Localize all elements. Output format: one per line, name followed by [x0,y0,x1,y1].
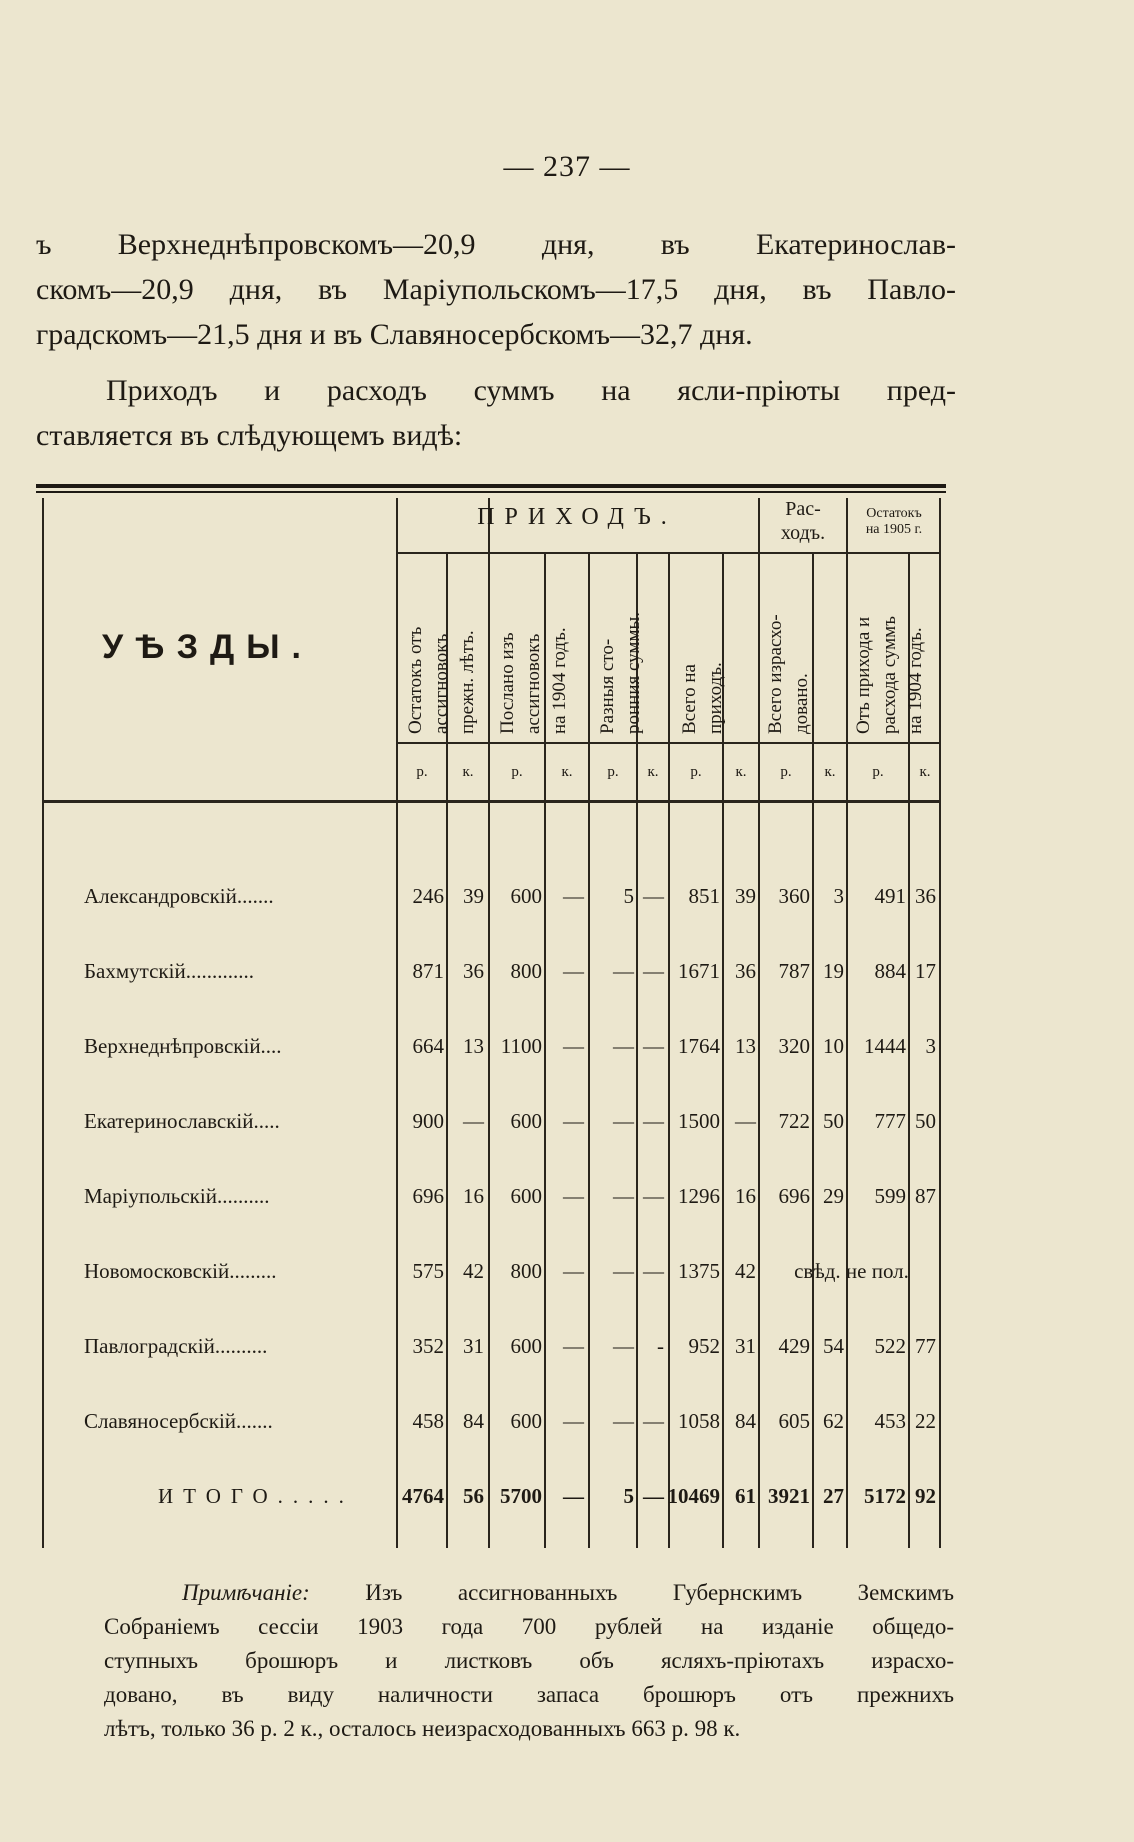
paragraph-1-line: градскомъ—21,5 дня и въ Славяносербскомъ—32,7 дня. [36,318,753,351]
cell-raznye-rub: — [613,1334,634,1358]
group-ostatok-header-2: на 1905 г. [865,522,923,537]
cell-ostatok-1905-kop: 22 [915,1409,936,1433]
cell-vsego-prihod-rub: 1671 [678,959,720,983]
cell-poslano-rub: 5700 [500,1484,542,1508]
header-rule [396,552,941,554]
table-row [36,1259,946,1299]
cell-rashod-kop: 27 [823,1484,844,1508]
cell-raznye-rub: — [613,959,634,983]
cell-vsego-prihod-rub: 1375 [678,1259,720,1283]
cell-poslano-kop: — [563,884,584,908]
cell-ostatok-kop: 42 [463,1259,484,1283]
col-divider [396,498,398,1548]
col-header-line: ассигновокъ [431,633,452,734]
cell-poslano-rub: 600 [510,1334,542,1358]
cell-ostatok-1905-kop: 36 [915,884,936,908]
col-header-line: Всего израсхо- [765,614,786,734]
cell-raznye-kop: — [643,1409,664,1433]
district-name: Маріупольскій.......... [84,1184,270,1208]
cell-raznye-kop: - [657,1334,664,1358]
paragraph-2-line: ставляется въ слѣдующемъ видѣ: [36,419,463,452]
cell-ostatok-kop: 84 [463,1409,484,1433]
col-header-line: прежн. лѣтъ. [457,630,478,734]
header-rule [396,742,941,744]
cell-poslano-kop: — [563,1484,584,1508]
col-header-line: Разныя сто- [597,638,618,734]
paragraph-1-line: ъ Верхнеднѣпровскомъ—20,9 дня, въ Екатеринослав- [36,228,956,261]
cell-ostatok-1905-rub: 522 [874,1334,906,1358]
cell-rashod-kop: 29 [823,1184,844,1208]
cell-raznye-kop: — [643,1484,664,1508]
cell-raznye-rub: — [613,1409,634,1433]
cell-vsego-prihod-kop: 61 [735,1484,756,1508]
cell-ostatok-1905-rub: 777 [874,1109,906,1133]
cell-vsego-prihod-kop: 31 [735,1334,756,1358]
cell-raznye-rub: — [613,1184,634,1208]
cell-raznye-kop: — [643,884,664,908]
cell-ostatok-kop: 36 [463,959,484,983]
unit-rub: р. [780,764,792,780]
cell-ostatok-1905-kop: 92 [915,1484,936,1508]
cell-ostatok-rub: 871 [412,959,444,983]
cell-rashod-kop: 54 [823,1334,844,1358]
cell-ostatok-1905-rub: 453 [874,1409,906,1433]
cell-rashod-rub: 696 [778,1184,810,1208]
merged-note-cell: свѣд. не пол. [794,1259,909,1283]
unit-kop: к. [561,764,573,780]
cell-ostatok-1905-rub: 884 [874,959,906,983]
col-header-line: на 1904 годъ. [549,627,570,734]
cell-ostatok-1905-kop: 17 [915,959,936,983]
district-name: Бахмутскій............. [84,959,254,983]
cell-poslano-kop: — [563,1109,584,1133]
cell-ostatok-kop: 39 [463,884,484,908]
group-ostatok-header-1: Остатокъ [866,506,922,521]
group-rashod-header-2: ходъ. [780,522,826,544]
table-row [36,1109,946,1149]
col-header-line: приходъ. [705,662,726,734]
district-name: Александровскій....... [84,884,274,908]
unit-rub: р. [416,764,428,780]
cell-poslano-kop: — [563,959,584,983]
cell-ostatok-1905-kop: 87 [915,1184,936,1208]
table-row [36,884,946,924]
cell-raznye-rub: — [613,1259,634,1283]
cell-ostatok-rub: 246 [412,884,444,908]
footnote [104,1576,954,1746]
paragraph-1-line: скомъ—20,9 дня, въ Маріупольскомъ—17,5 дня, въ Павло- [36,273,956,306]
district-name: Екатеринославскій..... [84,1109,280,1133]
cell-rashod-kop: 10 [823,1034,844,1058]
cell-vsego-prihod-rub: 1296 [678,1184,720,1208]
district-name: Новомосковскій......... [84,1259,277,1283]
col-header-line: Послано изъ [497,632,518,734]
cell-raznye-rub: 5 [623,1484,634,1508]
unit-kop: к. [824,764,836,780]
paragraph-2-line: Приходъ и расходъ суммъ на ясли-пріюты пред- [106,374,956,407]
cell-poslano-rub: 800 [510,959,542,983]
cell-poslano-kop: — [563,1034,584,1058]
footnote-label: Примѣчаніе: [182,1580,310,1605]
cell-ostatok-kop: 13 [463,1034,484,1058]
cell-raznye-kop: — [643,1184,664,1208]
district-name: Славяносербскій....... [84,1409,273,1433]
cell-rashod-kop: 62 [823,1409,844,1433]
col-divider [846,498,848,1548]
header-bottom-rule [44,800,941,803]
cell-vsego-prihod-kop: — [735,1109,756,1133]
cell-raznye-rub: — [613,1034,634,1058]
total-label: ИТОГО..... [158,1484,354,1508]
table-top-rule-thin [36,491,946,493]
col-header-line: Всего на [679,664,700,734]
cell-vsego-prihod-rub: 952 [688,1334,720,1358]
table-row [36,959,946,999]
col-header-line: Отъ прихода и [853,616,874,734]
cell-ostatok-1905-kop: 50 [915,1109,936,1133]
cell-poslano-kop: — [563,1184,584,1208]
budget-table [36,484,946,1562]
cell-vsego-prihod-rub: 1764 [678,1034,720,1058]
cell-raznye-kop: — [643,1034,664,1058]
unit-kop: к. [462,764,474,780]
cell-poslano-kop: — [563,1259,584,1283]
cell-rashod-kop: 50 [823,1109,844,1133]
cell-vsego-prihod-kop: 42 [735,1259,756,1283]
col-divider [758,498,760,1548]
unit-kop: к. [647,764,659,780]
cell-poslano-rub: 600 [510,1109,542,1133]
table-row [36,1409,946,1449]
table-row [36,1184,946,1224]
unit-kop: к. [735,764,747,780]
cell-poslano-rub: 600 [510,884,542,908]
col-header-line: расхода суммъ [879,616,900,734]
table-row [36,1034,946,1074]
paragraph-1 [36,222,956,357]
cell-vsego-prihod-kop: 39 [735,884,756,908]
cell-rashod-kop: 19 [823,959,844,983]
cell-poslano-rub: 600 [510,1184,542,1208]
cell-vsego-prihod-rub: 1500 [678,1109,720,1133]
cell-ostatok-rub: 900 [412,1109,444,1133]
cell-ostatok-kop: 31 [463,1334,484,1358]
paragraph-2 [36,368,956,458]
cell-rashod-rub: 3921 [768,1484,810,1508]
col-header-line: Остатокъ отъ [405,626,426,734]
cell-poslano-rub: 600 [510,1409,542,1433]
cell-poslano-rub: 1100 [500,1034,542,1058]
total-row [36,1484,946,1524]
footnote-line: довано, въ виду наличности запаса брошюръ отъ прежнихъ [104,1682,954,1707]
cell-ostatok-1905-rub: 491 [874,884,906,908]
footnote-line [104,1576,954,1610]
cell-vsego-prihod-kop: 36 [735,959,756,983]
footnote-text: Изъ ассигнованныхъ Губернскимъ Земскимъ [309,1580,954,1605]
table-row [36,1334,946,1374]
cell-vsego-prihod-kop: 13 [735,1034,756,1058]
cell-ostatok-1905-rub: 599 [874,1184,906,1208]
cell-vsego-prihod-rub: 10469 [667,1484,720,1508]
district-name: Верхнеднѣпровскій.... [84,1034,282,1058]
cell-ostatok-kop: 56 [463,1484,484,1508]
cell-rashod-kop: 3 [833,884,844,908]
cell-rashod-rub: 787 [778,959,810,983]
cell-vsego-prihod-kop: 16 [735,1184,756,1208]
unit-rub: р. [690,764,702,780]
unit-rub: р. [872,764,884,780]
unit-kop: к. [919,764,931,780]
cell-raznye-rub: 5 [623,884,634,908]
cell-ostatok-kop: 16 [463,1184,484,1208]
cell-ostatok-rub: 4764 [402,1484,444,1508]
group-prihod-header: ПРИХОДЪ. [477,504,677,530]
cell-poslano-kop: — [563,1334,584,1358]
col-header-line: ассигновокъ [523,633,544,734]
cell-ostatok-rub: 575 [412,1259,444,1283]
table-left-border [42,498,44,1548]
district-name: Павлоградскій.......... [84,1334,268,1358]
footnote-line: лѣтъ, только 36 р. 2 к., осталось неизрасходованныхъ 663 р. 98 к. [104,1716,741,1741]
cell-poslano-rub: 800 [510,1259,542,1283]
cell-ostatok-rub: 664 [412,1034,444,1058]
footnote-line: Собраніемъ сессіи 1903 года 700 рублей на изданіе общедо- [104,1614,954,1639]
unit-rub: р. [607,764,619,780]
cell-raznye-rub: — [613,1109,634,1133]
cell-ostatok-1905-kop: 77 [915,1334,936,1358]
cell-vsego-prihod-rub: 1058 [678,1409,720,1433]
cell-ostatok-rub: 458 [412,1409,444,1433]
cell-vsego-prihod-kop: 84 [735,1409,756,1433]
cell-raznye-kop: — [643,1109,664,1133]
cell-ostatok-1905-kop: 3 [925,1034,936,1058]
cell-rashod-rub: 605 [778,1409,810,1433]
cell-ostatok-rub: 696 [412,1184,444,1208]
cell-rashod-rub: 360 [778,884,810,908]
footnote-line: ступныхъ брошюръ и листковъ объ ясляхъ-пріютахъ израсхо- [104,1648,954,1673]
unit-rub: р. [511,764,523,780]
table-top-rule [36,484,946,488]
table-right-border [939,498,941,1548]
col-header-line: ронния суммы. [623,612,644,734]
cell-ostatok-kop: — [463,1109,484,1133]
cell-ostatok-1905-rub: 1444 [864,1034,906,1058]
cell-ostatok-1905-rub: 5172 [864,1484,906,1508]
cell-rashod-rub: 429 [778,1334,810,1358]
cell-rashod-rub: 722 [778,1109,810,1133]
cell-raznye-kop: — [643,1259,664,1283]
col-header-line: на 1904 годъ. [905,627,926,734]
cell-rashod-rub: 320 [778,1034,810,1058]
cell-poslano-kop: — [563,1409,584,1433]
cell-vsego-prihod-rub: 851 [688,884,720,908]
group-rashod-header-1: Рас- [785,498,821,520]
page-number: — 237 — [503,150,631,183]
col-divider [488,498,490,1548]
cell-ostatok-rub: 352 [412,1334,444,1358]
col-uezdy-header: УѢЗДЫ. [102,628,313,666]
cell-raznye-kop: — [643,959,664,983]
col-header-line: довано. [791,673,812,734]
